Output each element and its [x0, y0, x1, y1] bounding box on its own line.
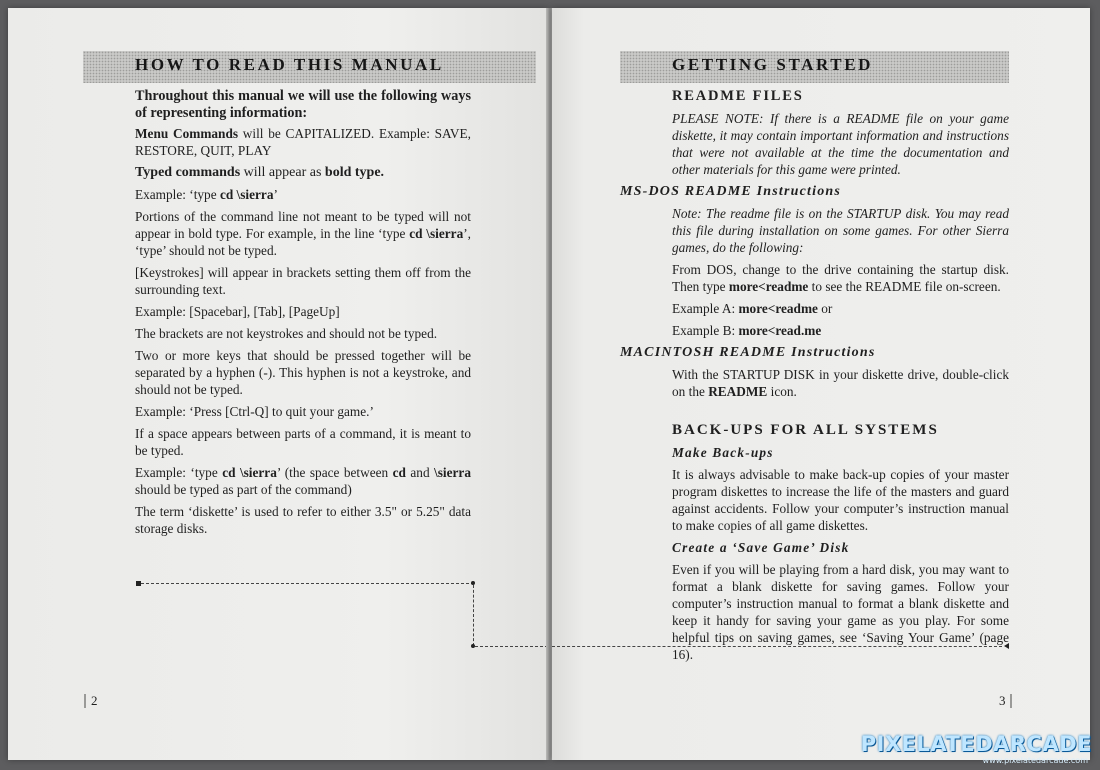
diskette-note-text: The term ‘diskette’ is used to refer to either 3.5" or 5.25" data storage disks.: [135, 504, 471, 536]
example-type-prefix: Example: ‘type: [135, 187, 220, 202]
mac-text-cmd: README: [708, 384, 768, 399]
brackets-note-text: The brackets are not keystrokes and should not be typed.: [135, 326, 438, 341]
example-type-text: [135, 186, 471, 203]
example-b-label: Example B:: [672, 323, 739, 338]
space-example-cd: cd: [392, 465, 406, 480]
connector-line-bottom-right: [552, 646, 1002, 647]
typed-commands-desc: will appear as: [240, 165, 325, 180]
from-dos-cmd: more<readme: [728, 279, 809, 294]
right-header-bar: [620, 51, 1009, 83]
example-type-suffix: ’: [273, 187, 278, 202]
connector-arrow: [1004, 643, 1009, 649]
two-keys-text: Two or more keys that should be pressed together will be separated by a hyphen (-). This hyphen is not a keystroke, and should not be typed.: [135, 348, 471, 397]
example-b-cmd: more<read.me: [738, 323, 822, 338]
right-header-title: GETTING STARTED: [672, 55, 874, 74]
press-example-text: Example: ‘Press [Ctrl-Q] to quit your game.’: [135, 404, 374, 419]
mac-text-part2: icon.: [767, 384, 797, 399]
mac-text: [672, 366, 1009, 400]
example-a-text: [672, 300, 1009, 317]
watermark-logo: PIXELATEDARCADE: [860, 732, 1092, 756]
typed-commands-term: Typed commands: [135, 165, 241, 180]
menu-commands-term: Menu Commands: [135, 126, 239, 141]
left-body: [135, 88, 471, 542]
left-header-bar: [83, 51, 536, 83]
space-example-suffix: should be typed as part of the command): [135, 482, 352, 497]
msdos-note-text: Note: The readme file is on the STARTUP disk. You may read this file during installation on some games. For other Sierra games, do the following:: [672, 206, 1009, 255]
right-body: [620, 88, 1009, 668]
msdos-readme-heading: MS-DOS README Instructions: [620, 184, 842, 199]
intro-text: Throughout this manual we will use the following ways of representing information:: [135, 88, 471, 121]
connector-line-bottom-left: [475, 646, 548, 647]
mac-text-part1: With the STARTUP DISK in your diskette drive, double-click on the: [672, 367, 1009, 399]
portions-text: [135, 208, 471, 259]
example-a-suffix: or: [817, 301, 833, 316]
space-example-mid2: and: [405, 465, 435, 480]
menu-commands-desc: will be CAPITALIZED. Example: SAVE, RESTORE, QUIT, PLAY: [135, 126, 471, 158]
from-dos-part2: to see the README file on-screen.: [808, 279, 1001, 294]
example-type-cmd: cd \sierra: [219, 187, 274, 202]
space-example-mid1: ’ (the space between: [276, 465, 393, 480]
keystrokes-text: [Keystrokes] will appear in brackets setting them off from the surrounding text.: [135, 265, 471, 297]
typed-commands-text: [135, 164, 471, 181]
make-backups-heading: Make Back-ups: [672, 445, 774, 460]
save-disk-text: Even if you will be playing from a hard disk, you may want to format a blank diskette for saving games. Follow your computer’s instruction manual to format a blank diskette and keep it handy for saving your game as you play. For some helpful tips on saving games, see ‘Saving Your Game’ (page 16).: [672, 562, 1009, 662]
right-page: [552, 8, 1090, 760]
mac-readme-heading: MACINTOSH README Instructions: [620, 345, 876, 360]
example-a-cmd: more<readme: [738, 301, 818, 316]
left-page: [8, 8, 548, 760]
portions-cmd: cd \sierra: [409, 226, 464, 241]
keys-example-text: Example: [Spacebar], [Tab], [PageUp]: [135, 304, 340, 319]
readme-files-heading: README FILES: [672, 88, 804, 104]
space-note-text: If a space appears between parts of a command, it is meant to be typed.: [135, 426, 471, 458]
left-page-mark: [84, 694, 86, 708]
backups-heading: BACK-UPS FOR ALL SYSTEMS: [672, 422, 939, 438]
watermark-url: www.pixelatedarcade.com: [982, 756, 1088, 765]
left-header-title: HOW TO READ THIS MANUAL: [135, 55, 444, 74]
connector-line-vertical: [473, 585, 474, 646]
make-backups-text: It is always advisable to make back-up copies of your master program diskettes to increase the life of the masters and guard against accidents. Follow your computer’s instruction manual to make copies of all game diskettes.: [672, 467, 1009, 533]
space-example-prefix: Example: ‘type: [135, 465, 223, 480]
example-b-text: [672, 322, 1009, 339]
example-a-label: Example A:: [672, 301, 739, 316]
right-page-number: 3: [999, 693, 1006, 708]
space-example-cmd: cd \sierra: [222, 465, 277, 480]
connector-line-top: [141, 583, 474, 584]
portions-part2: ’, ‘type’ should not be typed.: [135, 226, 471, 258]
portions-part1: Portions of the command line not meant to be typed will not appear in bold type. For example, in the line ‘type: [135, 209, 471, 241]
left-page-number: 2: [91, 693, 98, 708]
bold-type-example: bold type.: [324, 165, 385, 180]
readme-note-text: PLEASE NOTE: If there is a README file on your game diskette, it may contain important information and instructions that were not available at the time the documentation and other materials for this game were printed.: [672, 111, 1009, 177]
save-disk-heading: Create a ‘Save Game’ Disk: [672, 540, 850, 555]
msdos-from-dos-text: [672, 261, 1009, 295]
menu-commands-text: [135, 125, 471, 159]
right-page-mark: [1010, 694, 1012, 708]
space-example-text: [135, 464, 471, 498]
space-example-sierra: \sierra: [434, 465, 471, 480]
from-dos-part1: From DOS, change to the drive containing the startup disk. Then type: [672, 262, 1009, 294]
